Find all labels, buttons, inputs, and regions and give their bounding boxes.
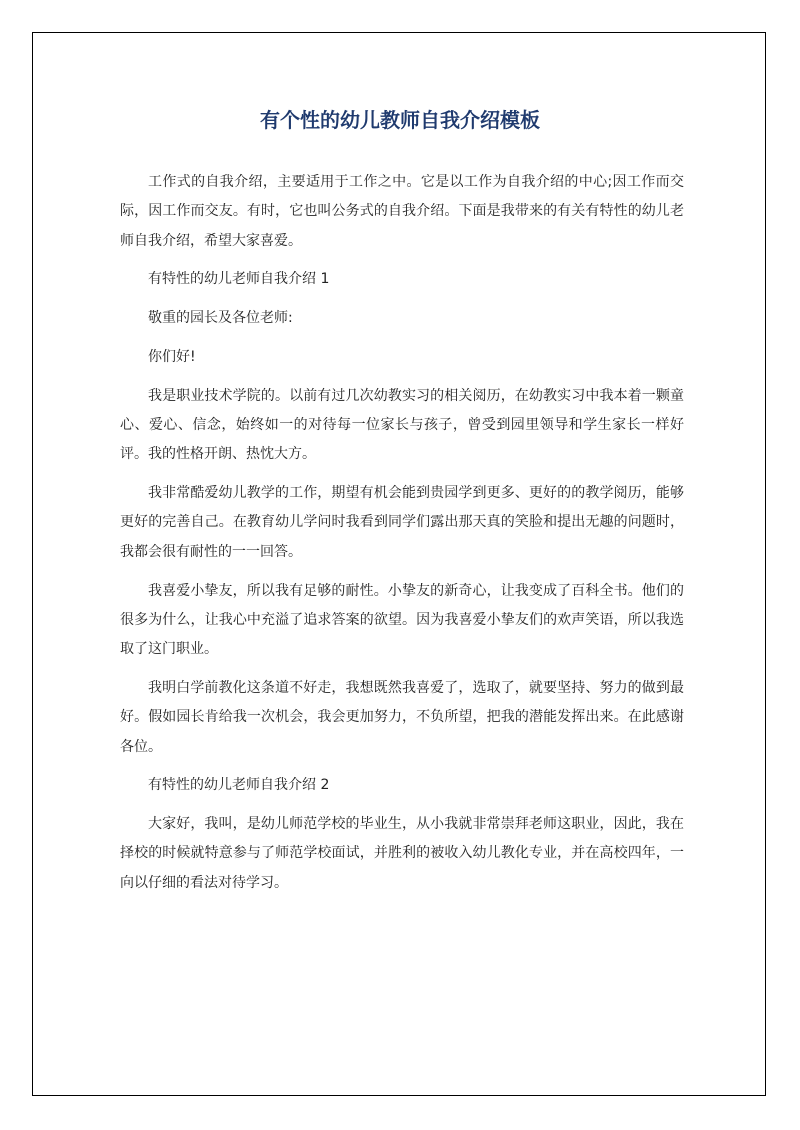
paragraph-patience: 我喜爱小挚友，所以我有足够的耐性。小挚友的新奇心，让我变成了百科全书。他们的很多为什么，让我心中充溢了追求答案的欲望。因为我喜爱小挚友们的欢声笑语，所以我选取了这门职业。 — [120, 582, 684, 658]
paragraph-experience: 我是职业技术学院的。以前有过几次幼教实习的相关阅历，在幼教实习中我本着一颗童心、爱心、信念，始终如一的对待每一位家长与孩子，曾受到园里领导和学生家长一样好评。我的性格开朗、热忱大方。 — [120, 387, 684, 463]
paragraph-greeting: 你们好! — [148, 348, 196, 365]
section-heading-1: 有特性的幼儿老师自我介绍 1 — [148, 271, 330, 288]
paragraph-passion: 我非常酷爱幼儿教学的工作，期望有机会能到贵园学到更多、更好的的教学阅历，能够更好的完善自己。在教育幼儿学问时我看到同学们露出那天真的笑脸和提出无趣的问题时，我都会很有耐性的一一回答。 — [120, 485, 684, 560]
document-body — [120, 168, 684, 908]
paragraph-closing: 我明白学前教化这条道不好走，我想既然我喜爱了，选取了，就要坚持、努力的做到最好。假如园长肯给我一次机会，我会更加努力，不负所望，把我的潜能发挥出来。在此感谢各位。 — [120, 679, 684, 755]
paragraph-salutation: 敬重的园长及各位老师: — [148, 310, 293, 327]
paragraph-intro-2: 大家好，我叫，是幼儿师范学校的毕业生，从小我就非常崇拜老师这职业，因此，我在择校的时候就特意参与了师范学校面试，并胜利的被收入幼儿教化专业，并在高校四年，一向以仔细的看法对待学习。 — [120, 816, 684, 891]
document-title: 有个性的幼儿教师自我介绍模板 — [260, 108, 540, 132]
section-heading-2: 有特性的幼儿老师自我介绍 2 — [148, 777, 330, 794]
paragraph-intro: 工作式的自我介绍，主要适用于工作之中。它是以工作为自我介绍的中心;因工作而交际，因工作而交友。有时，它也叫公务式的自我介绍。下面是我带来的有关有特性的幼儿老师自我介绍，希望大家喜爱。 — [120, 174, 684, 249]
